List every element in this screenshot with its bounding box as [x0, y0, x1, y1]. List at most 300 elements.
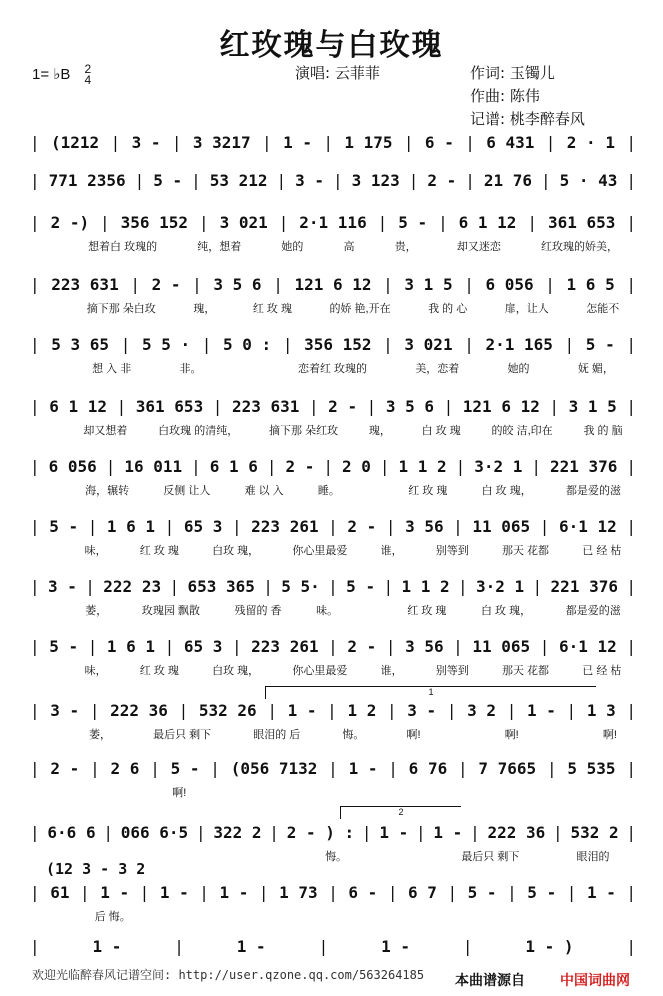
measure: 221 376 — [550, 576, 618, 596]
lyric-segment: 睡。 — [317, 485, 340, 497]
lyrics-row — [28, 422, 638, 438]
barline: | — [258, 882, 269, 902]
lyric-segment: 恋着红 玫瑰的 — [298, 363, 368, 375]
notes-row — [28, 332, 638, 356]
lyric-segment: 啊! — [406, 729, 421, 741]
key-signature — [32, 64, 91, 86]
barline: | — [465, 132, 475, 152]
barline: | — [150, 758, 160, 778]
measure: 3 1 5 — [404, 274, 453, 294]
lyric-segment: 啊! — [602, 729, 617, 741]
measure: 223 261 — [251, 636, 319, 656]
measure: 5 - — [49, 636, 79, 656]
lyricist-credit: 作词: 玉镯儿 — [470, 64, 555, 82]
measure: 1 - — [100, 882, 130, 902]
measure: 222 36 — [487, 822, 546, 842]
barline: | — [438, 212, 448, 232]
measure: 3 56 — [405, 636, 444, 656]
barline: | — [282, 334, 293, 354]
staff-system — [28, 394, 638, 438]
measure: 2 -) — [50, 212, 90, 232]
barline: | — [549, 396, 560, 416]
measure: 6 056 — [48, 456, 97, 476]
measure: 6 1 6 — [209, 456, 258, 476]
lyric-segment: 那天 花都 — [502, 665, 550, 677]
measure: 066 6·5 — [120, 822, 189, 842]
lyric-segment — [182, 848, 239, 864]
barline: | — [328, 758, 338, 778]
measure: 1 6 1 — [106, 516, 156, 536]
measure: 11 065 — [472, 516, 531, 536]
barline: | — [332, 170, 343, 190]
measure: 1 - ) — [525, 936, 574, 956]
barline: | — [545, 132, 556, 152]
measure: 6 431 — [486, 132, 535, 152]
barline: | — [266, 456, 277, 476]
lyric-segment: 高 — [343, 241, 355, 253]
barline: | — [470, 822, 480, 842]
barline: | — [366, 396, 377, 416]
measure: 6·1 12 — [558, 636, 617, 656]
staff-system — [28, 880, 638, 924]
lyric-segment: 萎， — [89, 729, 112, 741]
barline: | — [464, 274, 474, 294]
lyric-segment: 红 玫 瑰 — [407, 605, 447, 617]
measure: 3 123 — [351, 170, 400, 190]
measure: 121 6 12 — [294, 274, 372, 294]
singer-credit: 演唱: 云菲菲 — [295, 64, 380, 82]
barline: | — [626, 758, 636, 778]
measure: 532 2 — [570, 822, 619, 842]
lyric-segment: 都是爱的滋 — [565, 485, 621, 497]
barline: | — [30, 212, 40, 232]
lyric-segment — [211, 908, 264, 924]
lyric-segment: 却又迷恋 — [456, 241, 501, 253]
lyrics-row — [28, 238, 638, 254]
barline: | — [626, 170, 636, 190]
barline: | — [87, 516, 98, 536]
lyric-segment: 谁， — [380, 665, 403, 677]
volta-1-label: 1 — [428, 687, 434, 697]
barline: | — [120, 334, 131, 354]
measure: 3 - — [50, 700, 80, 720]
barline: | — [415, 822, 426, 842]
measure: 5 - — [527, 882, 557, 902]
measure: 532 26 — [198, 700, 257, 720]
measure: 3·2 1 — [474, 456, 523, 476]
footer-url: 欢迎光临醉春风记谱空间: http://user.qzone.qq.com/563264185 — [32, 968, 425, 982]
notes-row — [28, 934, 638, 958]
measure: 223 631 — [51, 274, 119, 294]
barline: | — [385, 636, 396, 656]
barline: | — [377, 212, 388, 232]
lyric-segment: 萎， — [85, 605, 108, 617]
lyric-segment: 后 悔。 — [94, 911, 131, 923]
measure: 2 - — [347, 516, 377, 536]
barline: | — [110, 132, 121, 152]
staff-system — [28, 698, 638, 742]
barline: | — [267, 700, 277, 720]
measure: 2·1 165 — [485, 334, 553, 354]
notes-row — [28, 130, 638, 154]
lyrics-row — [28, 482, 638, 498]
barline: | — [328, 516, 338, 536]
notes-row — [28, 634, 638, 658]
lyric-segment: 摘下那 朵白玫 — [86, 303, 156, 315]
measure: 1 - — [381, 936, 410, 956]
measure: 3 3217 — [192, 132, 251, 152]
time-top: 2 — [84, 62, 92, 76]
measure: 222 23 — [103, 576, 162, 596]
measure: 2·1 116 — [299, 212, 367, 232]
lyric-segment: 已 经 枯 — [582, 665, 622, 677]
measure: 2 - ) : — [286, 822, 355, 842]
barline: | — [539, 516, 550, 536]
lyric-segment — [291, 784, 361, 800]
measure: 1 - — [92, 936, 122, 956]
barline: | — [276, 170, 287, 190]
lyric-segment: 最后只 剩下 — [153, 729, 212, 741]
lyric-segment: 白玫瑰 的清纯， — [158, 425, 239, 437]
lyric-segment — [531, 908, 584, 924]
barline: | — [318, 936, 329, 956]
staff-system — [28, 130, 638, 154]
staff-system — [28, 514, 638, 558]
barline: | — [30, 822, 40, 842]
measure: 2 - — [50, 758, 80, 778]
time-bottom: 4 — [84, 73, 92, 87]
lyric-segment — [478, 908, 531, 924]
barline: | — [103, 822, 113, 842]
lyric-segment: 味。 — [316, 605, 339, 617]
measure: 3 - — [131, 132, 161, 152]
lyric-segment: 你心里最爱 — [292, 545, 348, 557]
barline: | — [457, 758, 468, 778]
lyric-segment: 白玫 瑰， — [212, 545, 260, 557]
barline: | — [383, 334, 393, 354]
song-title: 红玫瑰与白玫瑰 — [219, 28, 444, 63]
barline: | — [540, 170, 551, 190]
notes-row — [28, 574, 638, 598]
lyric-segment: 妩 媚， — [577, 363, 614, 375]
barline: | — [323, 132, 333, 152]
lyric-segment: 悔。 — [342, 729, 365, 741]
lyric-segment: 红 玫 瑰 — [252, 303, 292, 315]
measure: 7 7665 — [478, 758, 537, 778]
measure: 6·1 12 — [558, 516, 617, 536]
barline: | — [626, 516, 636, 536]
barline: | — [383, 274, 393, 294]
lyric-segment: 最后只 剩下 — [461, 851, 520, 863]
measure: 5 5· — [281, 576, 320, 596]
barline: | — [85, 576, 95, 596]
barline: | — [327, 700, 337, 720]
barline: | — [453, 516, 463, 536]
barline: | — [192, 274, 202, 294]
barline: | — [626, 274, 636, 294]
lyric-segment — [585, 908, 638, 924]
lyric-segment: 白玫 瑰， — [212, 665, 260, 677]
lyric-segment: 味， — [84, 665, 107, 677]
lyrics-row — [28, 726, 638, 742]
measure: 65 3 — [183, 516, 223, 536]
measure: 5 · 43 — [559, 170, 618, 190]
lyric-segment: 都是爱的滋 — [565, 605, 621, 617]
barline: | — [30, 396, 40, 416]
measure: 21 76 — [483, 170, 532, 190]
lyric-segment — [360, 784, 430, 800]
barline: | — [191, 456, 201, 476]
barline: | — [408, 170, 419, 190]
barline: | — [626, 212, 636, 232]
barline: | — [566, 882, 577, 902]
lyric-segment: 谁， — [380, 545, 403, 557]
staff-system — [28, 574, 638, 618]
barline: | — [387, 700, 397, 720]
notes-row — [28, 168, 638, 192]
lyrics-row — [28, 908, 638, 924]
measure: 2 - — [285, 456, 315, 476]
lyric-segment: 别等到 — [435, 545, 469, 557]
staff-system — [28, 634, 638, 678]
measure: 3 - — [48, 576, 77, 596]
barline: | — [465, 170, 475, 190]
lyric-segment: 啊! — [172, 787, 187, 799]
barline: | — [546, 758, 557, 778]
measure: 222 36 — [110, 700, 168, 720]
measure: 221 376 — [549, 456, 618, 476]
measure: 1 1 2 — [401, 576, 450, 596]
lyric-segment: 眼泪的 后 — [253, 729, 301, 741]
measure: 1 3 — [586, 700, 616, 720]
measure: 3 1 5 — [568, 396, 617, 416]
lyric-segment: 的娇 艳,开在 — [329, 303, 391, 315]
lyrics-row — [28, 360, 638, 376]
measure: 356 152 — [304, 334, 372, 354]
lyric-segment: 美，恋着 — [415, 363, 460, 375]
staff-system — [28, 934, 638, 958]
measure: 356 152 — [120, 212, 189, 232]
barline: | — [446, 700, 457, 720]
barline: | — [626, 334, 636, 354]
volta-1 — [265, 686, 596, 699]
measure: 6 1 12 — [458, 212, 517, 232]
lyric-segment — [357, 482, 391, 498]
barline: | — [30, 516, 40, 536]
measure: 3 - — [295, 170, 325, 190]
barline: | — [308, 396, 319, 416]
barline: | — [626, 936, 637, 956]
lyric-segment: 怎能不 — [586, 303, 620, 315]
lyric-segment — [540, 726, 582, 742]
transcriber-credit: 记谱: 桃李醉春风 — [470, 110, 585, 128]
measure: 1 6 5 — [566, 274, 615, 294]
barline: | — [323, 456, 333, 476]
lyric-segment: 已 经 枯 — [582, 545, 622, 557]
barline: | — [100, 212, 110, 232]
measure: 223 631 — [231, 396, 300, 416]
measure: 5 0 : — [223, 334, 272, 354]
staff-system — [28, 820, 638, 864]
measure: 3 5 6 — [385, 396, 435, 416]
barline: | — [263, 576, 273, 596]
key-label: 1= ♭B — [32, 65, 71, 83]
barline: | — [545, 274, 555, 294]
lyric-segment — [68, 784, 138, 800]
measure: 5 5 · — [141, 334, 191, 354]
measure: 1 - — [236, 936, 266, 956]
lyric-segment — [239, 848, 296, 864]
barline: | — [383, 576, 394, 596]
measure: 11 065 — [472, 636, 531, 656]
lyrics-row — [28, 602, 638, 618]
lyrics-row — [28, 542, 638, 558]
staff-system — [28, 454, 638, 498]
barline: | — [278, 212, 289, 232]
barline: | — [532, 576, 543, 596]
measure: 2 - — [427, 170, 457, 190]
lyric-segment: 她的 — [281, 241, 304, 253]
measure: 1 - — [433, 822, 463, 842]
barline: | — [328, 576, 338, 596]
notes-row — [28, 514, 638, 538]
lyric-segment: 我 的 心 — [428, 303, 468, 315]
barline: | — [506, 700, 517, 720]
measure: 1 - — [283, 132, 312, 152]
lyric-segment: 红 玫 瑰 — [408, 485, 448, 497]
lyric-segment — [221, 784, 291, 800]
measure: 3 021 — [219, 212, 268, 232]
lyric-segment: 纯，想着 — [197, 241, 242, 253]
lyric-segment: 味， — [84, 545, 107, 557]
lyric-segment: 反侧 让人 — [163, 485, 211, 497]
barline: | — [134, 170, 145, 190]
lyric-segment: 非。 — [179, 363, 202, 375]
barline: | — [191, 170, 201, 190]
barline: | — [199, 212, 209, 232]
barline: | — [447, 882, 458, 902]
barline: | — [553, 822, 563, 842]
measure: 322 2 — [213, 822, 262, 842]
notes-row — [28, 756, 638, 780]
barline: | — [30, 576, 40, 596]
measure: 6 7 — [408, 882, 437, 902]
measure: 5 - — [398, 212, 428, 232]
lyric-segment — [376, 848, 433, 864]
notes-row — [28, 820, 638, 844]
barline: | — [212, 396, 223, 416]
measure: 653 365 — [187, 576, 255, 596]
measure: 771 2356 — [48, 170, 126, 190]
lyric-segment: 眼泪的 — [576, 851, 610, 863]
barline: | — [195, 822, 206, 842]
barline: | — [626, 882, 637, 902]
lyric-segment — [499, 784, 569, 800]
lyric-segment: 玫瑰园 飘散 — [141, 605, 200, 617]
lyric-segment: 红 玫 瑰 — [139, 545, 179, 557]
measure: 6·6 6 — [47, 822, 96, 842]
measure: 1 - — [159, 882, 189, 902]
measure: 65 3 — [183, 636, 223, 656]
barline: | — [361, 822, 372, 842]
measure: 5 - — [49, 516, 79, 536]
notes-row — [28, 880, 638, 904]
measure: 1 - — [586, 882, 616, 902]
lyric-segment — [226, 360, 274, 376]
barline: | — [388, 758, 398, 778]
barline: | — [464, 334, 474, 354]
measure: 6 - — [424, 132, 454, 152]
barline: | — [116, 396, 127, 416]
measure: 1 - — [287, 700, 317, 720]
barline: | — [626, 132, 636, 152]
staff-system — [28, 210, 638, 254]
barline: | — [262, 132, 272, 152]
barline: | — [455, 456, 466, 476]
measure: 5 - — [170, 758, 200, 778]
barline: | — [164, 516, 175, 536]
measure: 2 6 — [110, 758, 140, 778]
measure: 3 56 — [405, 516, 444, 536]
lyric-segment — [371, 908, 424, 924]
measure: 6 76 — [408, 758, 448, 778]
barline: | — [90, 758, 100, 778]
footer-brand: 中国词曲网 — [560, 972, 630, 988]
measure: 1 73 — [279, 882, 318, 902]
lyric-segment: 瑰， — [193, 303, 216, 315]
barline: | — [626, 822, 637, 842]
measure: 3 5 6 — [213, 274, 262, 294]
barline: | — [30, 758, 40, 778]
pickup-phrase: (12 3 - 3 2 — [46, 860, 146, 878]
barline: | — [379, 456, 390, 476]
measure: 2 - — [347, 636, 377, 656]
lyric-segment: 残留的 香 — [234, 605, 282, 617]
barline: | — [387, 882, 398, 902]
lyric-segment — [424, 908, 477, 924]
measure: 5 - — [467, 882, 497, 902]
barline: | — [231, 516, 242, 536]
lyric-segment — [569, 784, 639, 800]
barline: | — [87, 636, 98, 656]
lyric-segment — [318, 908, 371, 924]
volta-2-label: 2 — [398, 807, 404, 817]
measure: 1 - — [219, 882, 249, 902]
footer-source-label: 本曲谱源自 — [455, 972, 525, 988]
lyric-segment: 难 以 入 — [244, 485, 284, 497]
lyric-segment: 别等到 — [435, 665, 469, 677]
volta-2 — [340, 806, 461, 819]
lyrics-row — [28, 662, 638, 678]
barline: | — [507, 882, 517, 902]
barline: | — [171, 132, 182, 152]
measure: 223 261 — [251, 516, 319, 536]
lyric-segment: 红 玫 瑰 — [139, 665, 179, 677]
measure: 5 - — [346, 576, 376, 596]
barline: | — [385, 516, 396, 536]
barline: | — [531, 456, 541, 476]
barline: | — [626, 700, 637, 720]
barline: | — [30, 700, 40, 720]
lyric-segment: 啊! — [504, 729, 519, 741]
barline: | — [564, 334, 575, 354]
barline: | — [199, 882, 209, 902]
measure: 3 2 — [467, 700, 497, 720]
measure: 361 653 — [135, 396, 204, 416]
barline: | — [30, 274, 40, 294]
measure: 1 1 2 — [398, 456, 447, 476]
measure: (1212 — [51, 132, 100, 152]
